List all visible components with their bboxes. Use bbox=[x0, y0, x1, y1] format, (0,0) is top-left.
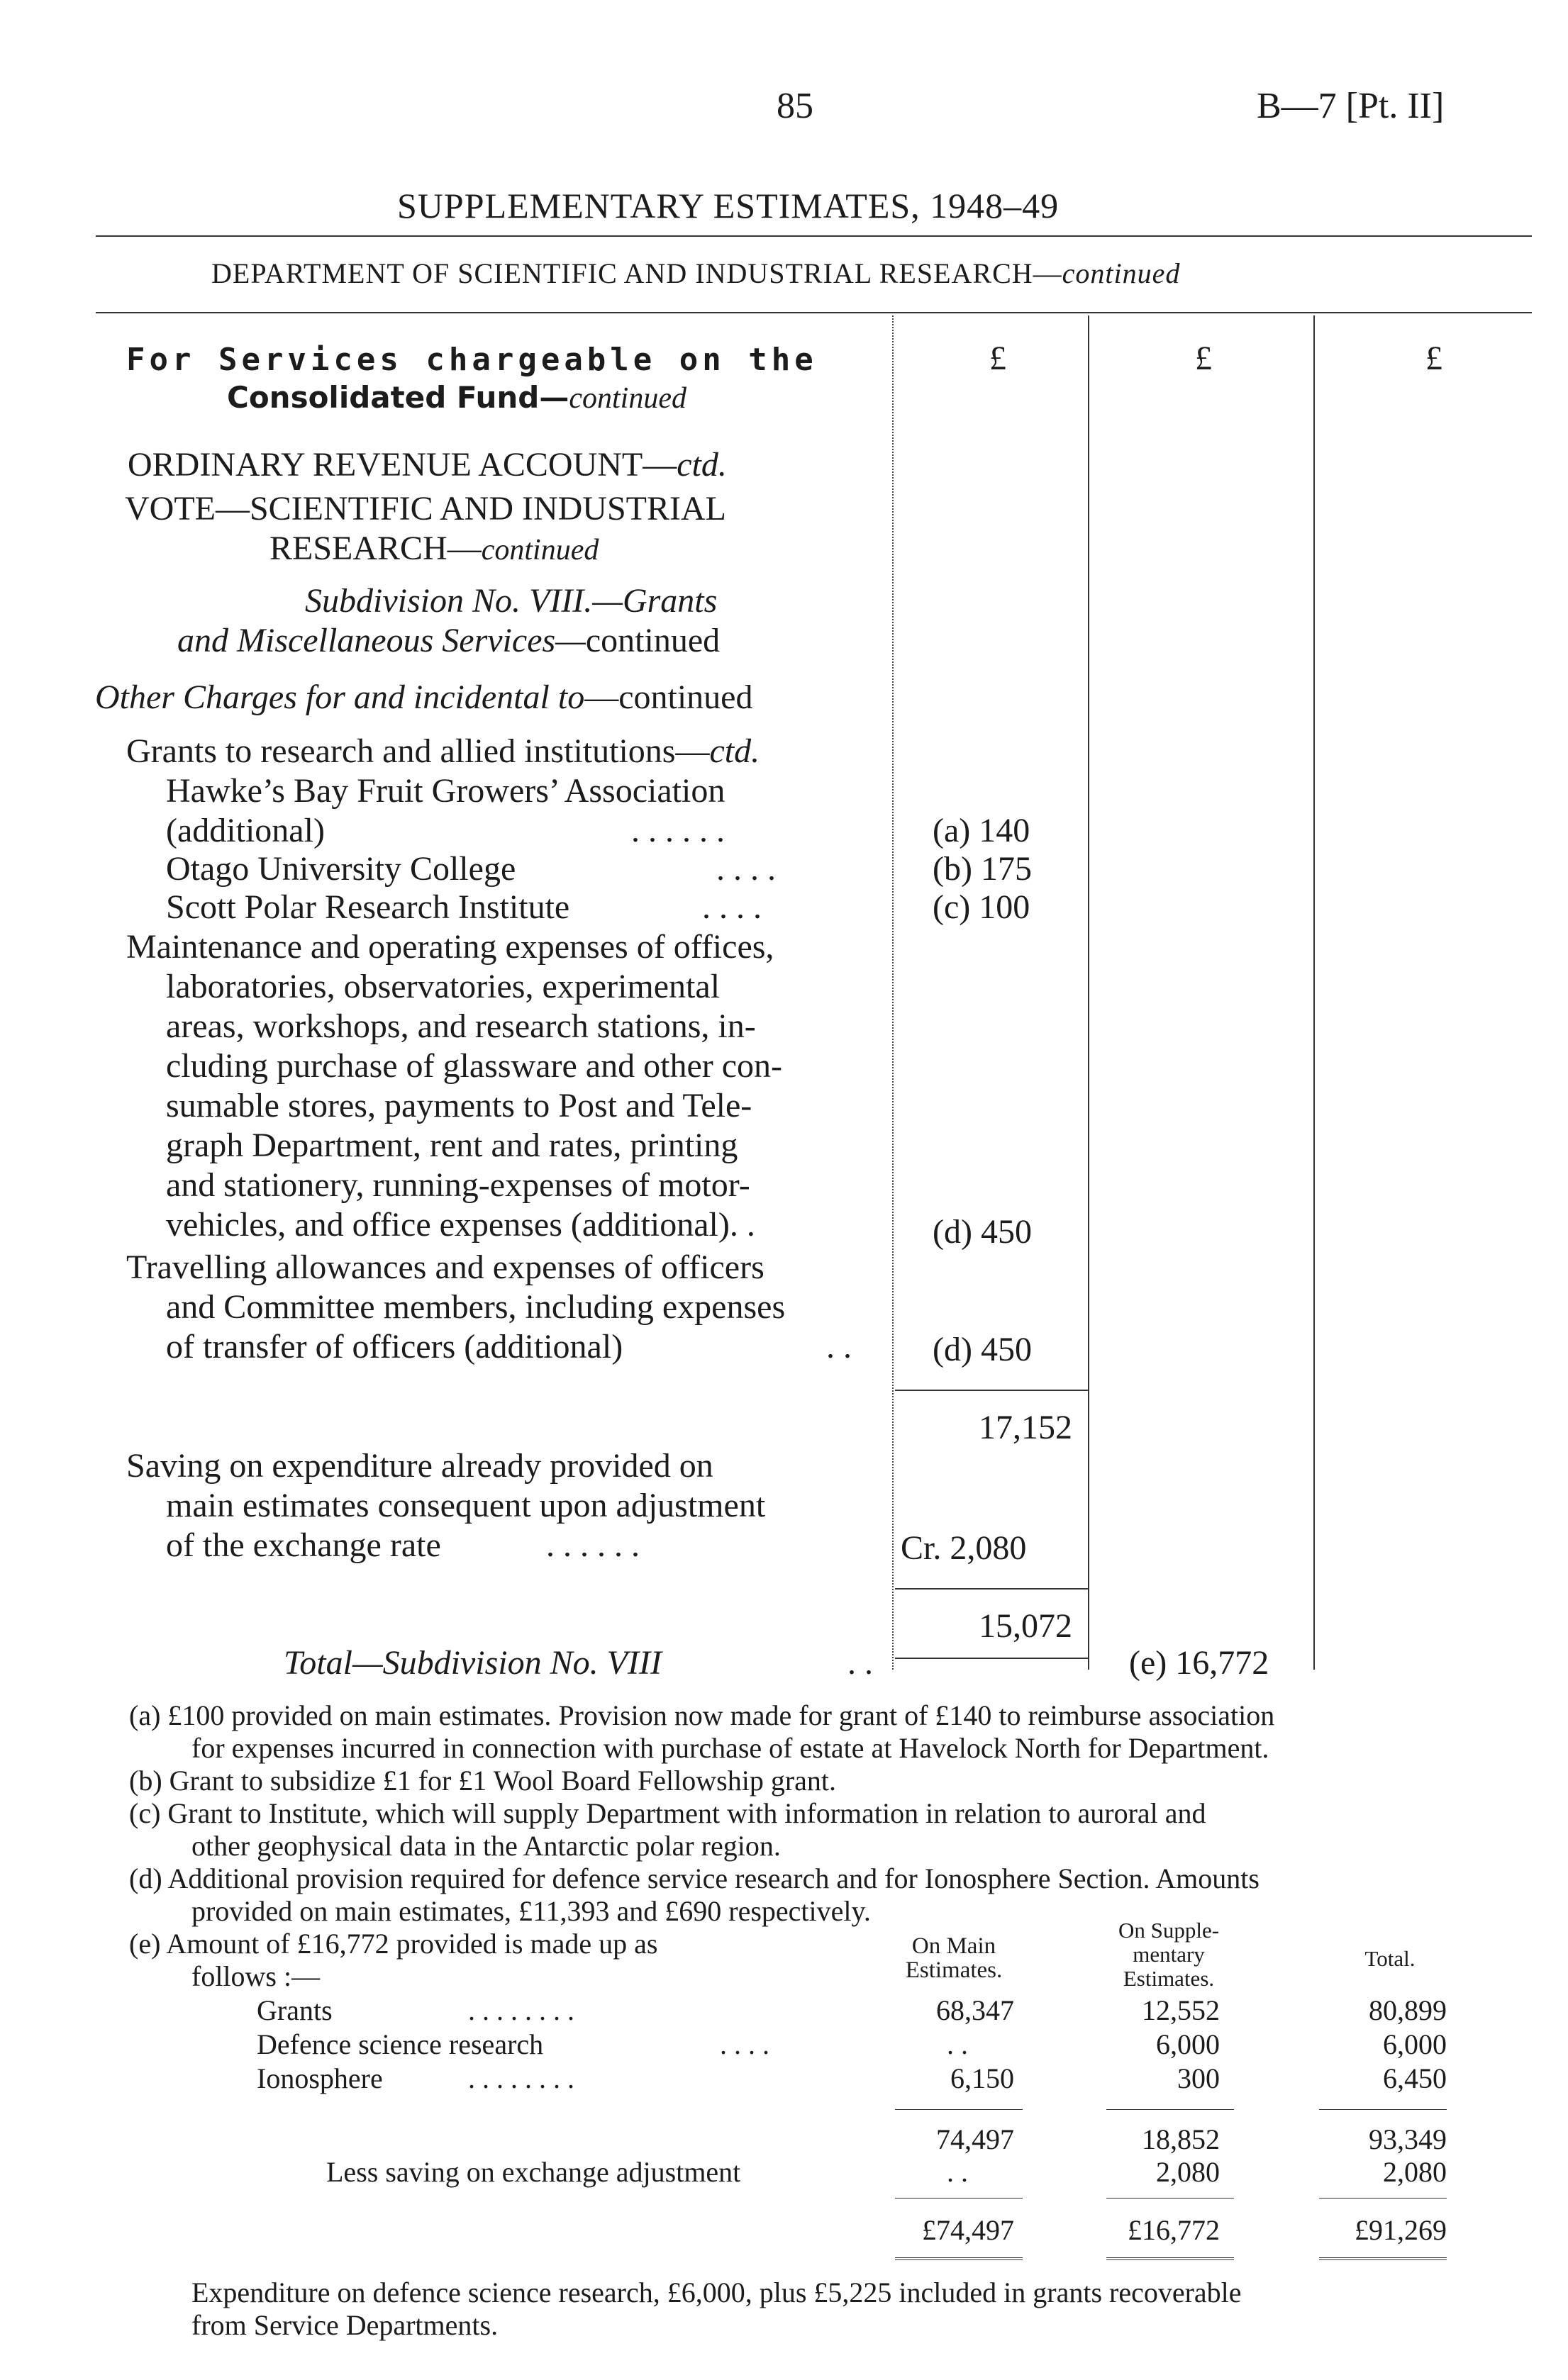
leader-dots: . . bbox=[847, 1644, 873, 1682]
breakdown-row-label: Grants bbox=[257, 1994, 333, 2026]
total-label: Total—Subdivision No. VIII bbox=[284, 1644, 662, 1682]
header-rule bbox=[96, 235, 1532, 237]
footnote-d-line: provided on main estimates, £11,393 and £690 respectively. bbox=[191, 1895, 871, 1927]
sum-supp: 18,852 bbox=[1142, 2123, 1220, 2155]
maintenance-line: laboratories, observatories, experimental bbox=[166, 968, 721, 1005]
maintenance-line: cluding purchase of glassware and other con- bbox=[166, 1047, 783, 1085]
leader-dots: . . bbox=[826, 1328, 852, 1365]
scott-polar-item: Scott Polar Research Institute bbox=[166, 888, 570, 926]
sum-main: 74,497 bbox=[936, 2123, 1014, 2155]
net-rule bbox=[895, 1588, 1088, 1590]
breakdown-supp: 300 bbox=[1177, 2062, 1220, 2094]
breakdown-row-label: Ionosphere bbox=[257, 2062, 383, 2094]
scott-polar-amount: (c) 100 bbox=[933, 888, 1030, 926]
net-amount: 15,072 bbox=[979, 1607, 1072, 1645]
column-separator-3 bbox=[1313, 315, 1315, 1670]
footnote-d: (d) Additional provision required for defence service research and for Ionosphere Section. Amounts bbox=[129, 1862, 1260, 1894]
final-total: £91,269 bbox=[1355, 2214, 1447, 2246]
leader-dots: . . . . . . . . bbox=[468, 1994, 574, 2026]
saving-line: main estimates consequent upon adjustment bbox=[166, 1487, 766, 1524]
double-rule bbox=[1106, 2257, 1234, 2260]
department-heading bbox=[211, 257, 1180, 290]
saving-line: of the exchange rate bbox=[166, 1526, 441, 1564]
sum-rule bbox=[1319, 2109, 1447, 2110]
column-separator-2 bbox=[1088, 315, 1089, 1670]
double-rule bbox=[895, 2257, 1023, 2260]
breakdown-total: 80,899 bbox=[1369, 1994, 1447, 2026]
currency-col-1: £ bbox=[989, 340, 1006, 377]
otago-amount: (b) 175 bbox=[933, 850, 1032, 888]
footnote-c: (c) Grant to Institute, which will supply Department with information in relation to auroral and bbox=[129, 1797, 1206, 1829]
leader-dots: . . . . bbox=[716, 850, 776, 888]
account-heading: ORDINARY REVENUE ACCOUNT—ctd. bbox=[128, 446, 727, 484]
services-heading: For Services chargeable on the bbox=[126, 342, 818, 378]
footnote-a-line: for expenses incurred in connection with purchase of estate at Havelock North for Department. bbox=[191, 1732, 1269, 1764]
subdivision-heading: Subdivision No. VIII.—Grants bbox=[305, 582, 718, 620]
saving-amount: Cr. 2,080 bbox=[901, 1529, 1027, 1567]
travelling-line: of transfer of officers (additional) bbox=[166, 1328, 623, 1365]
leader-dots: . . . . . . . . bbox=[468, 2062, 574, 2094]
closing-note: Expenditure on defence science research, £6,000, plus £5,225 included in grants recoverable bbox=[191, 2276, 1242, 2308]
travelling-line: and Committee members, including expenses bbox=[166, 1288, 786, 1326]
sum-rule bbox=[895, 2109, 1023, 2110]
subtotal-rule bbox=[895, 1390, 1088, 1391]
page-number: 85 bbox=[777, 86, 813, 126]
maintenance-item: Maintenance and operating expenses of offices, bbox=[126, 928, 774, 966]
hawkes-bay-amount: (a) 140 bbox=[933, 812, 1030, 849]
maintenance-line: graph Department, rent and rates, printing bbox=[166, 1127, 738, 1164]
otago-item: Otago University College bbox=[166, 850, 516, 888]
travelling-amount: (d) 450 bbox=[933, 1331, 1032, 1368]
breakdown-main: . . bbox=[947, 2028, 968, 2060]
closing-note-line: from Service Departments. bbox=[191, 2309, 499, 2341]
currency-col-2: £ bbox=[1195, 340, 1212, 377]
subtotal-amount: 17,152 bbox=[979, 1409, 1072, 1446]
table-top-rule bbox=[96, 312, 1532, 313]
footnote-e-line: follows :— bbox=[191, 1960, 321, 1992]
department-continued: continued bbox=[1062, 257, 1181, 289]
leader-dots: . . . . bbox=[702, 888, 762, 926]
hawkes-bay-item-2: (additional) bbox=[166, 812, 325, 849]
document-reference: B—7 [Pt. II] bbox=[1257, 86, 1445, 126]
footnote-b: (b) Grant to subsidize £1 for £1 Wool Board Fellowship grant. bbox=[129, 1765, 837, 1797]
column-separator-1 bbox=[892, 315, 894, 1670]
col-header-main: On Main Estimates. bbox=[905, 1933, 1003, 1983]
breakdown-main: 6,150 bbox=[950, 2062, 1014, 2094]
footnote-a: (a) £100 provided on main estimates. Provision now made for grant of £140 to reimburse association bbox=[129, 1699, 1275, 1731]
footnote-e: (e) Amount of £16,772 provided is made up as bbox=[129, 1928, 658, 1960]
vote-heading: VOTE—SCIENTIFIC AND INDUSTRIAL bbox=[125, 490, 726, 527]
hawkes-bay-item: Hawke’s Bay Fruit Growers’ Association bbox=[166, 772, 725, 810]
col-header-total: Total. bbox=[1364, 1946, 1416, 1971]
maintenance-line: and stationery, running-expenses of motor- bbox=[166, 1166, 750, 1204]
department-name: DEPARTMENT OF SCIENTIFIC AND INDUSTRIAL RESEARCH— bbox=[211, 257, 1062, 289]
less-main: . . bbox=[947, 2156, 968, 2188]
currency-col-3: £ bbox=[1425, 340, 1442, 377]
footnote-c-line: other geophysical data in the Antarctic polar region. bbox=[191, 1830, 781, 1862]
less-saving-label: Less saving on exchange adjustment bbox=[326, 2156, 741, 2188]
total-amount: (e) 16,772 bbox=[1129, 1644, 1269, 1682]
breakdown-supp: 12,552 bbox=[1142, 1994, 1220, 2026]
maintenance-line: areas, workshops, and research stations, in- bbox=[166, 1007, 756, 1045]
less-supp: 2,080 bbox=[1156, 2156, 1220, 2188]
travelling-item: Travelling allowances and expenses of officers bbox=[126, 1248, 764, 1286]
other-charges-heading: Other Charges for and incidental to—continued bbox=[95, 678, 753, 716]
breakdown-total: 6,450 bbox=[1383, 2062, 1447, 2094]
maintenance-line: sumable stores, payments to Post and Tele- bbox=[166, 1087, 752, 1124]
col-header-supplementary: On Supple- mentary Estimates. bbox=[1118, 1918, 1220, 1991]
vote-heading-2: RESEARCH—continued bbox=[269, 530, 599, 567]
final-rule bbox=[895, 2198, 1023, 2199]
final-rule bbox=[1319, 2198, 1447, 2199]
final-supp: £16,772 bbox=[1128, 2214, 1220, 2246]
leader-dots: . . . . . . bbox=[546, 1526, 640, 1564]
final-rule bbox=[1106, 2198, 1234, 2199]
maintenance-amount: (d) 450 bbox=[933, 1213, 1032, 1251]
final-main: £74,497 bbox=[922, 2214, 1014, 2246]
subdivision-heading-2: and Miscellaneous Services—continued bbox=[177, 622, 721, 659]
maintenance-line: vehicles, and office expenses (additional). . bbox=[166, 1206, 755, 1244]
sum-rule bbox=[1106, 2109, 1234, 2110]
consolidated-fund: Consolidated Fund—continued bbox=[227, 380, 686, 415]
grants-heading: Grants to research and allied institutions—ctd. bbox=[126, 732, 760, 770]
net-bottom-rule bbox=[895, 1658, 1088, 1659]
leader-dots: . . . . bbox=[720, 2028, 769, 2060]
double-rule bbox=[1319, 2257, 1447, 2260]
page-title: SUPPLEMENTARY ESTIMATES, 1948–49 bbox=[397, 186, 1060, 225]
breakdown-total: 6,000 bbox=[1383, 2028, 1447, 2060]
leader-dots: . . . . . . bbox=[631, 812, 725, 849]
saving-item: Saving on expenditure already provided on bbox=[126, 1447, 713, 1485]
breakdown-supp: 6,000 bbox=[1156, 2028, 1220, 2060]
sum-total: 93,349 bbox=[1369, 2123, 1447, 2155]
breakdown-main: 68,347 bbox=[936, 1994, 1014, 2026]
breakdown-row-label: Defence science research bbox=[257, 2028, 544, 2060]
less-total: 2,080 bbox=[1383, 2156, 1447, 2188]
